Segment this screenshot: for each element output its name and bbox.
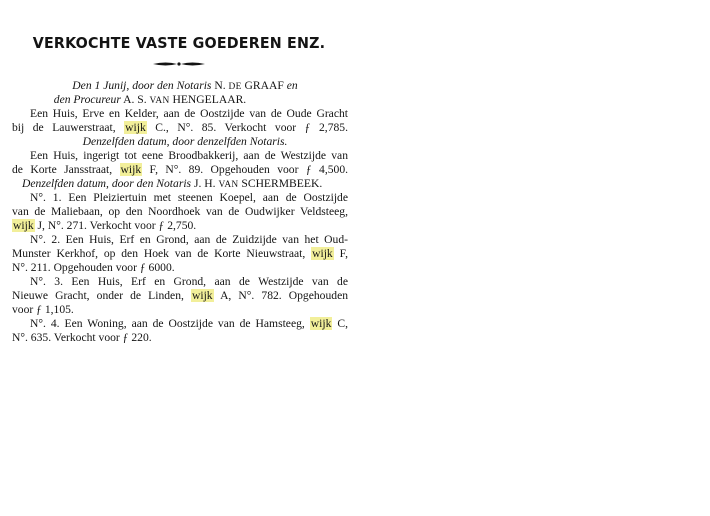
listing-line [12, 289, 348, 303]
listing-text: N°. 4. Een Woning, aan de Oostzijde van de Hamsteeg, [30, 317, 305, 330]
procureur-name-part: VAN [149, 96, 170, 106]
listing-line: voor ƒ 1,105. [12, 303, 74, 316]
listing-text: de Korte Jansstraat, [12, 163, 113, 176]
listing-line [12, 121, 348, 135]
heading-text: en [286, 79, 298, 92]
listing-line [12, 247, 348, 261]
listing-line [12, 163, 348, 177]
listing-line: Een Huis, Erve en Kelder, aan de Oostzijde van de Oude Gracht [30, 107, 348, 120]
procureur-initials: A. S. [120, 93, 150, 106]
listing-text: bij de Lauwerstraat, [12, 121, 116, 134]
heading-text: den Procureur [53, 93, 121, 106]
listing-text: C., N°. 85. Verkocht voor ƒ 2,785. [155, 121, 348, 134]
notary-name: SCHERMBEEK. [238, 177, 323, 190]
notary-initials: J. H. [191, 177, 219, 190]
listing-text: J, N°. 271. Verkocht voor ƒ 2,750. [37, 219, 197, 232]
listing-text: F, [339, 247, 348, 260]
listing-text: F, N°. 89. Opgehouden voor ƒ 4,500. [149, 163, 349, 176]
wijk-highlight: wijk [312, 247, 333, 260]
listing-line: Een Huis, ingerigt tot eene Broodbakkerij, aan de Westzijde van [30, 149, 348, 162]
notary-name-part: DE [228, 82, 242, 92]
listing-text: Munster Kerkhof, op den Hoek van de Korte Nieuwstraat, [12, 247, 306, 260]
listing-line [12, 219, 348, 233]
heading-text: Notaris [176, 79, 212, 92]
notary-name-part: VAN [218, 180, 239, 190]
sale-heading-line [0, 93, 300, 107]
wijk-highlight: wijk [125, 121, 146, 134]
listing-line: van de Maliebaan, op den Noordhoek van de Oudwijker Veldsteeg, [12, 205, 348, 218]
listing-line: N°. 2. Een Huis, Erf en Grond, aan de Zuidzijde van het Oud- [30, 233, 348, 246]
listing-line [30, 317, 348, 331]
wijk-highlight: wijk [191, 289, 213, 302]
heading-date: Den 1 Junij [72, 79, 127, 92]
sale-heading-line [22, 79, 348, 93]
wijk-highlight: wijk [13, 219, 34, 232]
listing-line: N°. 3. Een Huis, Erf en Grond, aan de Westzijde van de [30, 275, 348, 288]
wijk-highlight: wijk [120, 163, 142, 176]
sale-heading-line [22, 177, 352, 191]
notary-name: GRAAF [241, 79, 287, 92]
listing-text: C, [337, 317, 348, 330]
ornament-divider-icon [153, 60, 205, 68]
heading-text: , door den [126, 79, 177, 92]
listing-text: Nieuwe Gracht, onder de Linden, [12, 289, 184, 302]
wijk-highlight: wijk [310, 317, 332, 330]
listing-line: N°. 211. Opgehouden voor ƒ 6000. [12, 261, 175, 274]
heading-text: Denzelfden datum, door den Notaris [22, 177, 192, 190]
listing-text: A, N°. 782. Opgehouden [220, 289, 349, 302]
notary-initial: N. [211, 79, 229, 92]
procureur-name: HENGELAAR. [169, 93, 247, 106]
listing-line: N°. 1. Een Pleiziertuin met steenen Koepel, aan de Oostzijde [30, 191, 348, 204]
listing-line: N°. 635. Verkocht voor ƒ 220. [12, 331, 152, 344]
page-title: VERKOCHTE VASTE GOEDEREN ENZ. [32, 34, 326, 52]
sale-heading-line: Denzelfden datum, door denzelfden Notaris. [82, 135, 288, 148]
